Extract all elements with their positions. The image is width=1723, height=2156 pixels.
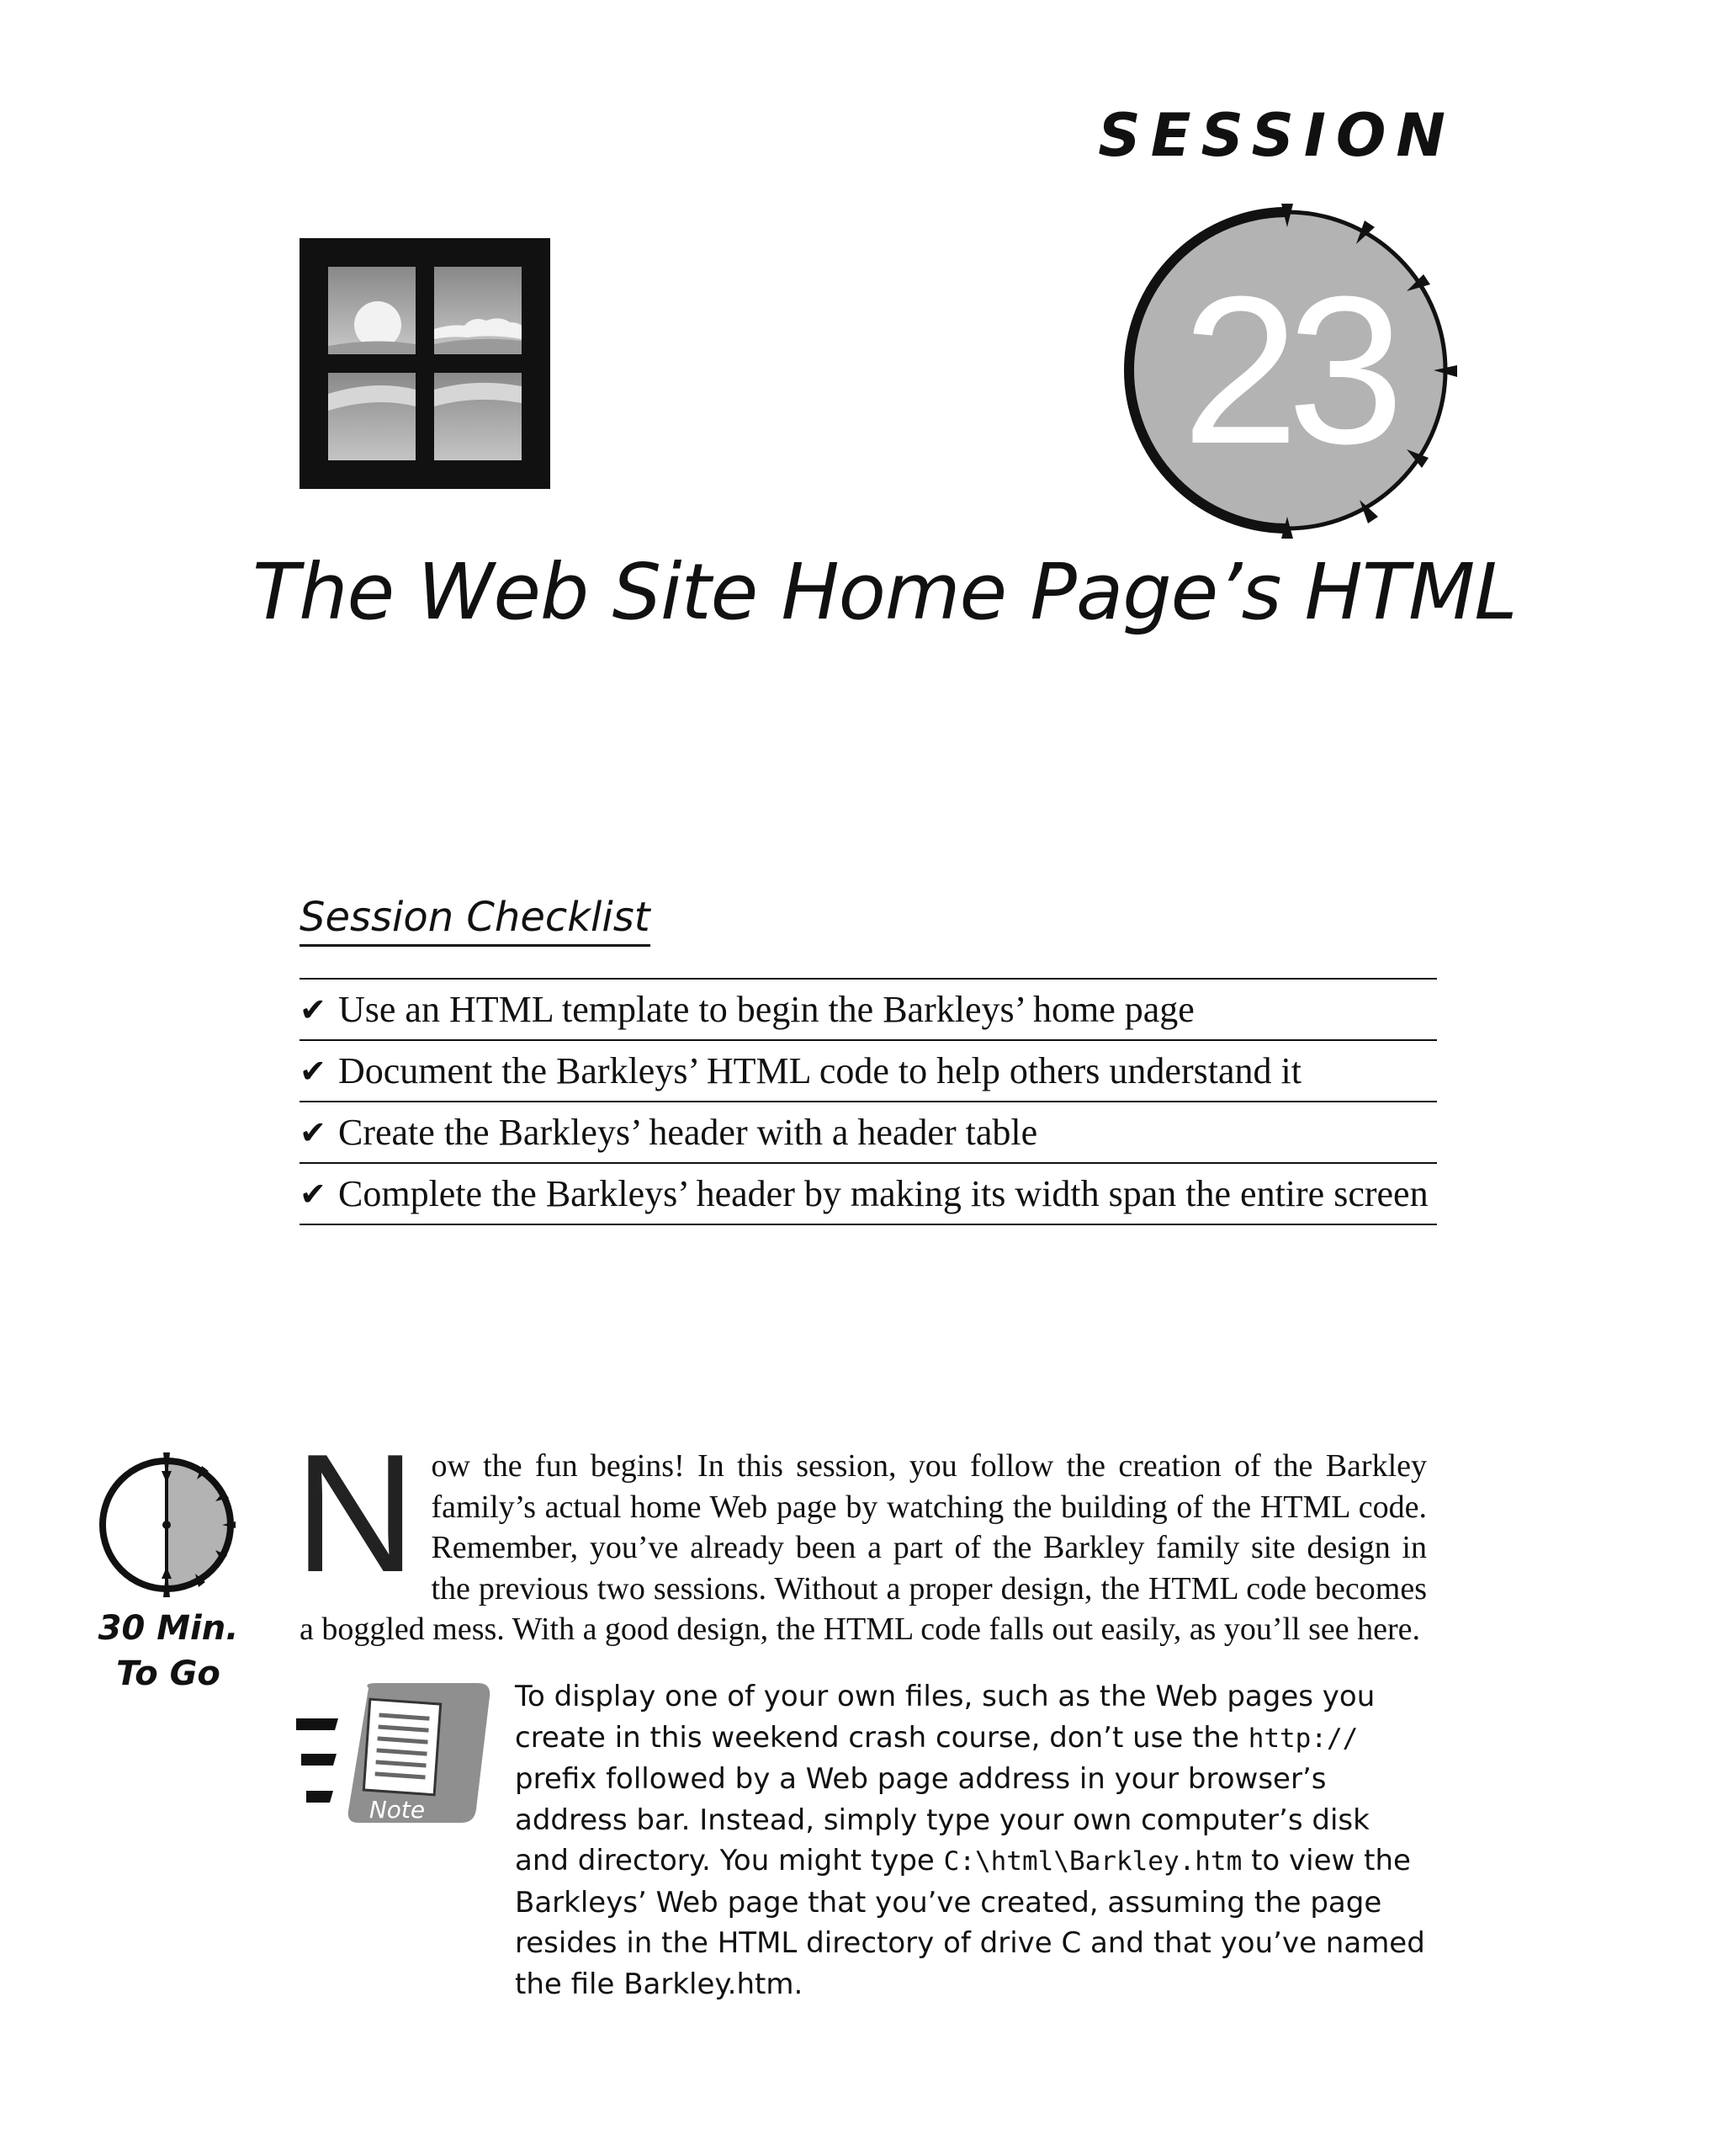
note-icon-label: Note [368,1796,426,1824]
check-icon: ✔ [300,1176,326,1213]
check-icon: ✔ [300,991,326,1028]
checklist-item-text: Use an HTML template to begin the Barkleys’ home page [338,989,1195,1030]
session-checklist [300,978,1437,1225]
note-text-part: prefix followed by a Web page address in your browser’s address bar. Instead, simply type your own computer’s disk and directory. You might type [515,1762,1370,1877]
check-icon: ✔ [300,1114,326,1151]
timer-to-go: To Go [116,1654,220,1693]
checklist-item [300,1164,1437,1225]
checklist-item [300,980,1437,1041]
session-number: 23 [1181,252,1393,487]
checklist-item [300,1102,1437,1164]
body-paragraph [294,1420,1427,1650]
session-label: SESSION [1098,101,1455,170]
timer-icon [91,1449,242,1601]
checklist-item [300,1041,1437,1102]
check-icon: ✔ [300,1053,326,1090]
note-code-http: http:// [1248,1723,1359,1754]
checklist-item-text: Create the Barkleys’ header with a header table [338,1112,1038,1153]
drop-cap: N [294,1420,416,1607]
checklist-item-text: Complete the Barkleys’ header by making its width span the entire screen [338,1173,1429,1214]
note-icon [296,1683,491,1835]
checklist-heading: Session Checklist [300,894,650,947]
note-text-part: To display one of your own files, such as the Web pages you create in this weekend crash course, don’t use the [515,1680,1376,1755]
chapter-title: The Web Site Home Page’s HTML [252,547,1517,637]
note-text-part: to view the Barkleys’ Web page that you’ve created, assuming the page resides in the HTML directory of drive C and that you’ve named the file Barkley.htm. [515,1844,1425,2001]
timer-label [84,1606,252,1697]
body-paragraph-text: ow the fun begins! In this session, you follow the creation of the Barkley family’s actual home Web page by watching the building of the HTML code. Remember, you’ve already been a part of the Barkley family site design in the previous two sessions. Without a proper design, the HTML code becomes a boggled mess. With a good design, the HTML code falls out easily, as you’ll see here. [300,1448,1427,1647]
note-code-path: C:\html\Barkley.htm [943,1846,1243,1877]
window-icon [300,238,550,489]
note-text [515,1676,1432,2005]
checklist-item-text: Document the Barkleys’ HTML code to help others understand it [338,1050,1302,1091]
timer-minutes: 30 Min. [98,1609,239,1648]
